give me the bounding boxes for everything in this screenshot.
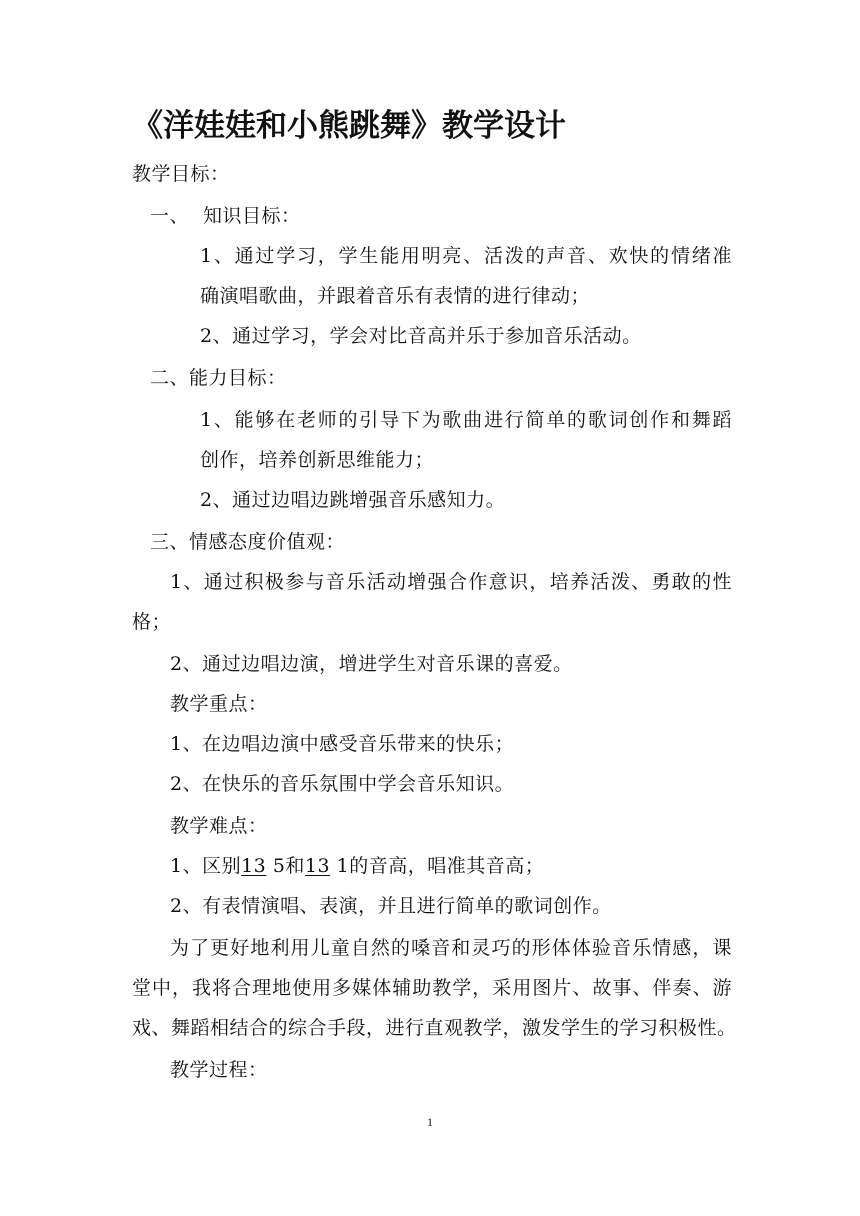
summary-line-2: 堂中，我将合理地使用多媒体辅助教学，采用图片、故事、伴奏、游 (132, 977, 732, 999)
knowledge-item-2: 2、通过学习，学会对比音高并乐于参加音乐活动。 (200, 325, 642, 347)
ability-item-1-line-2: 创作，培养创新思维能力； (200, 449, 435, 471)
ability-item-1-line-1: 1、能够在老师的引导下为歌曲进行简单的歌词创作和舞蹈 (200, 409, 732, 431)
ability-objective-heading: 二、能力目标： (150, 367, 287, 389)
difficulty-item-1-prefix: 1、区别 (170, 855, 242, 877)
key-points-heading: 教学重点： (170, 693, 268, 715)
process-heading: 教学过程： (170, 1059, 268, 1081)
difficulty-item-1-suffix: 1的音高，唱准其音高； (330, 855, 545, 877)
emotion-objective-heading: 三、情感态度价值观： (150, 531, 346, 553)
difficulty-item-1-middle: 5和 (266, 855, 305, 877)
emotion-item-2: 2、通过边唱边演，增进学生对音乐课的喜爱。 (170, 653, 573, 675)
emotion-item-1-line-1: 1、通过积极参与音乐活动增强合作意识，培养活泼、勇敢的性 (170, 571, 732, 593)
emotion-item-1-line-2: 格； (132, 611, 172, 633)
knowledge-heading-number: 一、 (150, 205, 190, 227)
summary-line-3: 戏、舞蹈相结合的综合手段，进行直观教学，激发学生的学习积极性。 (132, 1017, 737, 1039)
key-point-item-2: 2、在快乐的音乐氛围中学会音乐知识。 (170, 773, 515, 795)
underlined-notes-2: 13 (304, 855, 331, 877)
difficulties-heading: 教学难点： (170, 815, 268, 837)
knowledge-item-1-line-1: 1、通过学习，学生能用明亮、活泼的声音、欢快的情绪准 (200, 245, 732, 267)
difficulty-item-2: 2、有表情演唱、表演，并且进行简单的歌词创作。 (170, 895, 612, 917)
knowledge-objective-heading (150, 204, 301, 228)
knowledge-item-1-line-2: 确演唱歌曲，并跟着音乐有表情的进行律动； (200, 285, 591, 307)
summary-line-1: 为了更好地利用儿童自然的嗓音和灵巧的形体体验音乐情感，课 (170, 937, 732, 959)
key-point-item-1: 1、在边唱边演中感受音乐带来的快乐； (170, 733, 515, 755)
page-number: 1 (427, 1115, 433, 1129)
ability-item-2: 2、通过边唱边跳增强音乐感知力。 (200, 489, 506, 511)
difficulty-item-1 (170, 854, 544, 878)
document-title: 《洋娃娃和小熊跳舞》教学设计 (132, 108, 566, 144)
underlined-notes-1: 13 (241, 855, 267, 877)
knowledge-heading-text: 知识目标： (203, 205, 301, 227)
objectives-heading: 教学目标： (132, 163, 230, 185)
